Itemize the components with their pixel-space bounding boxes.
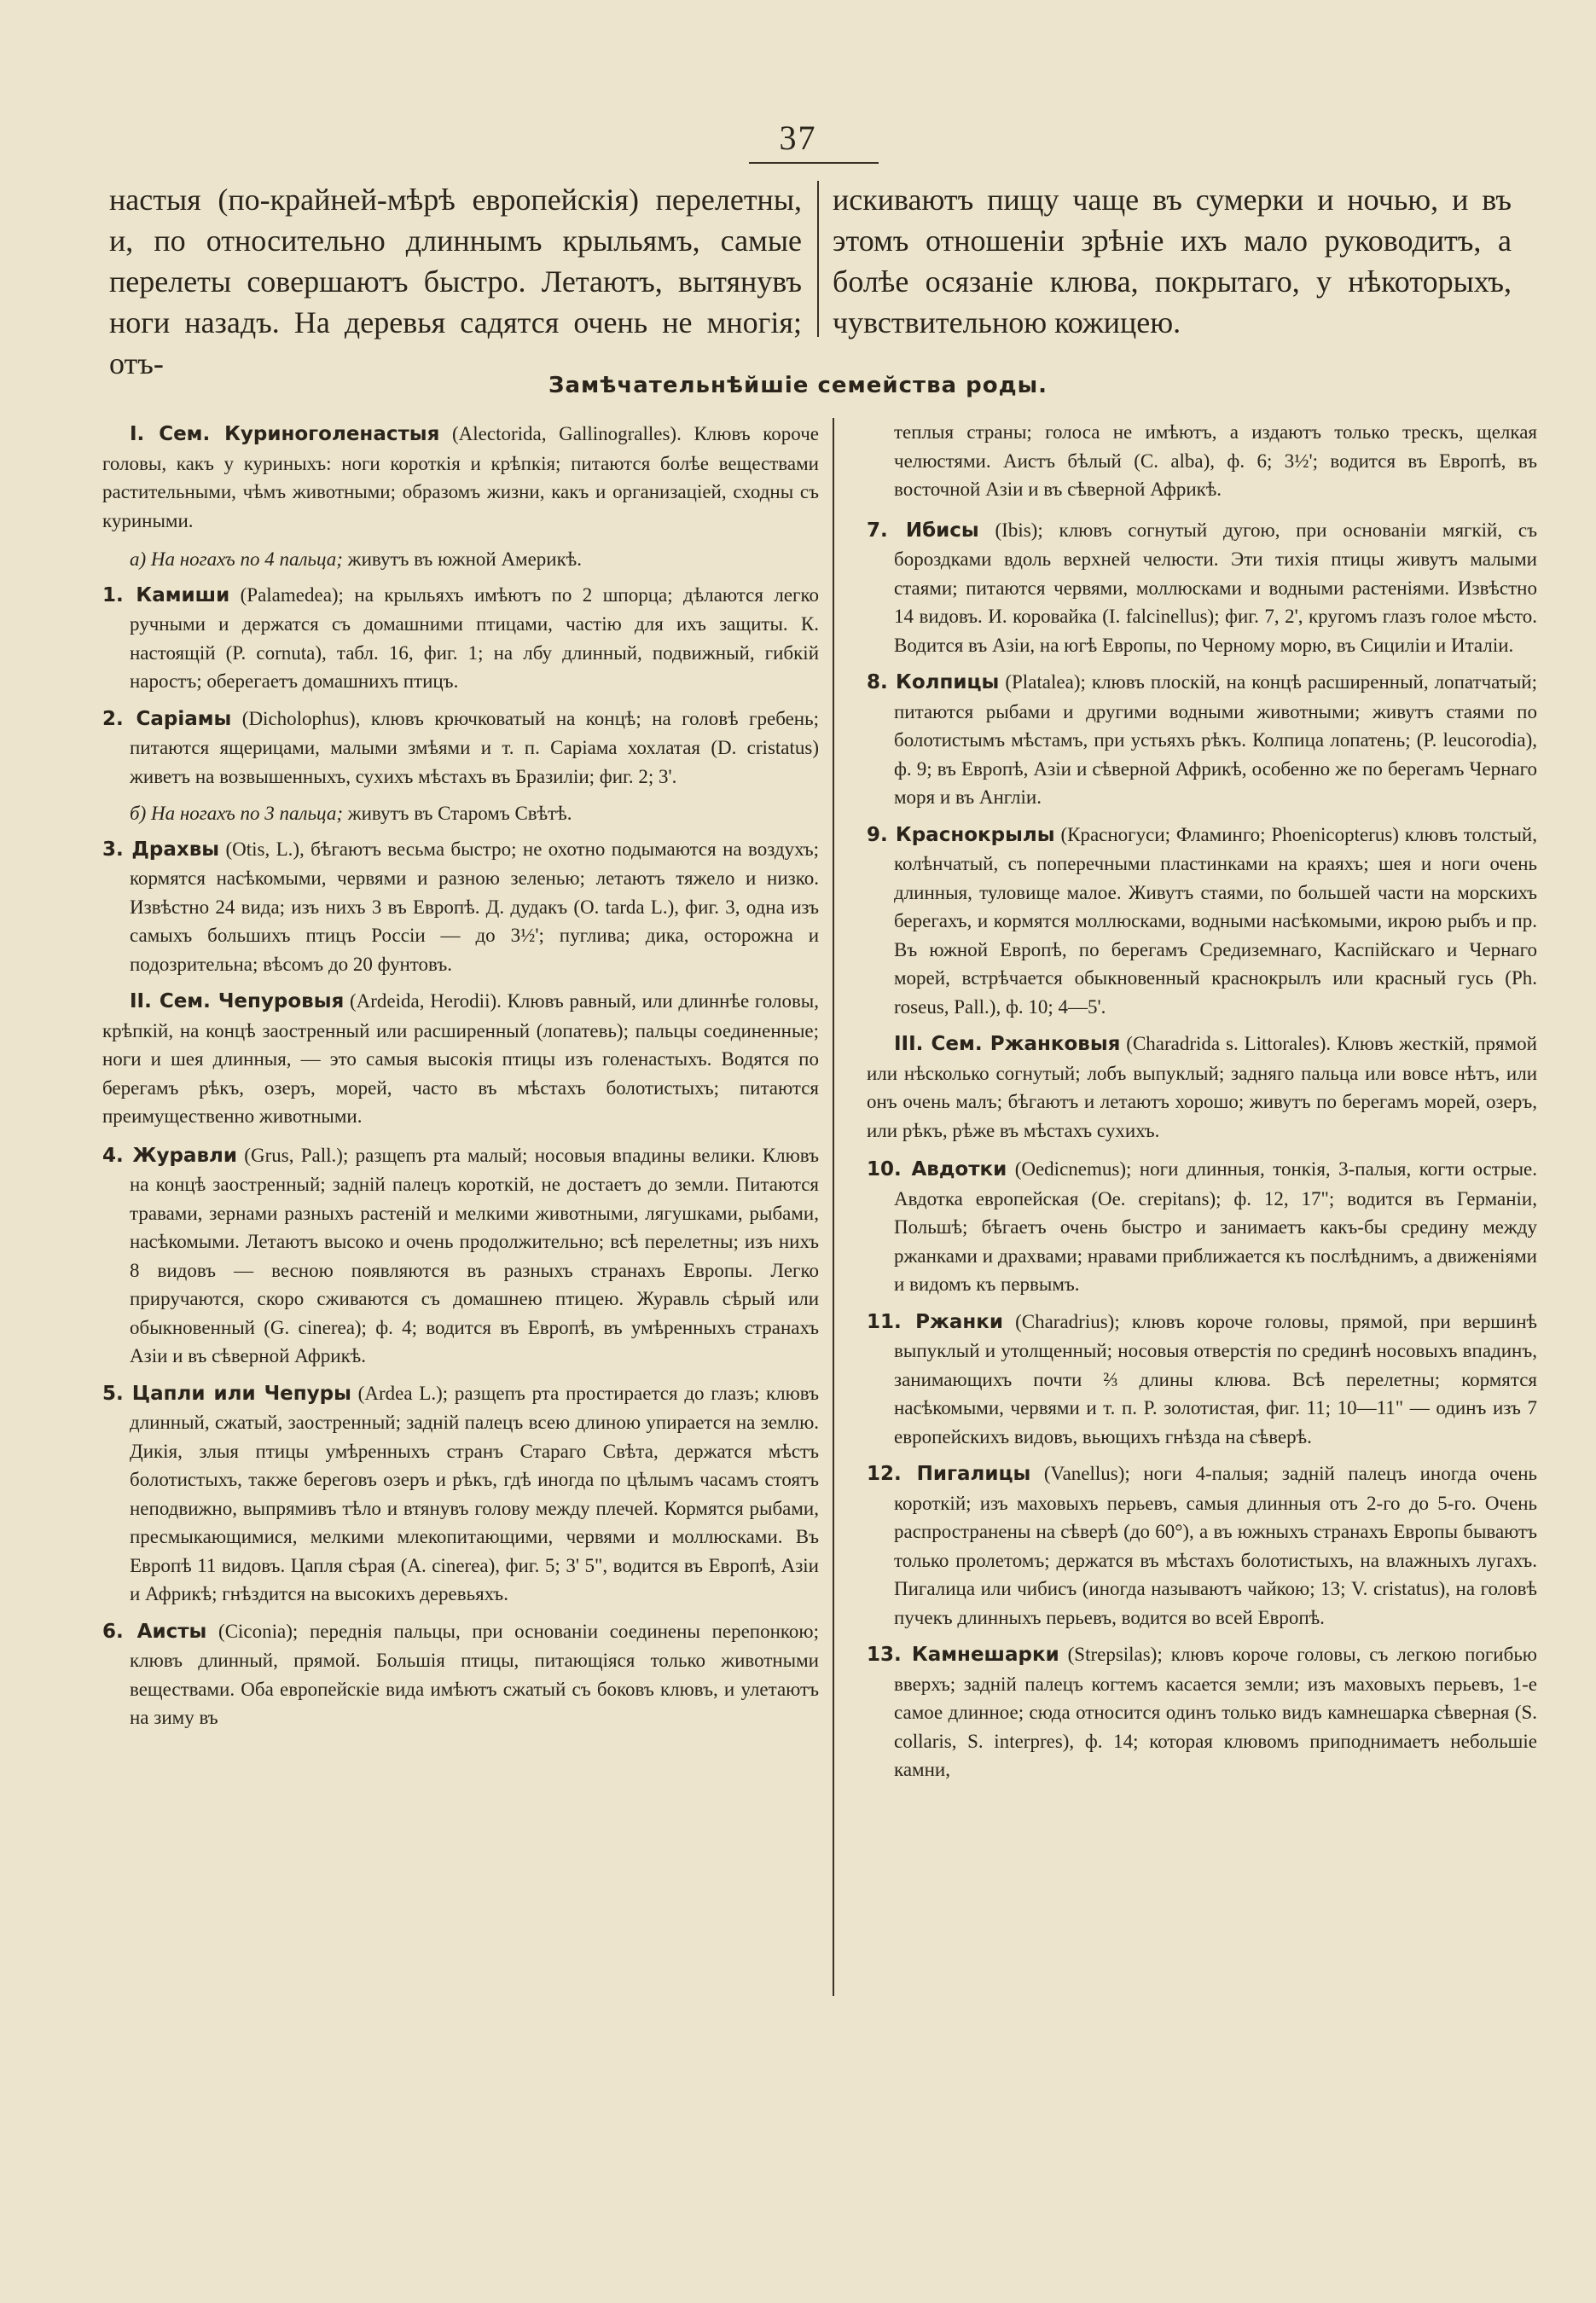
entry-text: живутъ въ южной Америкѣ. xyxy=(342,548,583,570)
entry-text: (Platalea); клювъ плоскій, на концѣ расширенный, лопатчатый; питаются рыбами и другими водными животными; живутъ стаями по болотистымъ мѣстамъ, при устьяхъ рѣкъ. Колпица лопатень; (P. leucorodia), ф. 9; въ Европѣ, Азіи и сѣверной Африкѣ, особенно же по берегамъ Чернаго моря и въ Англіи. xyxy=(894,671,1537,808)
entry-text: (Otis, L.), бѣгаютъ весьма быстро; не охотно подымаются на воздухъ; кормятся насѣкомыми, червями и разною зеленью; летаютъ тяжело и низко. Извѣстно 24 вида; изъ нихъ 3 въ Европѣ. Д. дудакъ (O. tarda L.), фиг. 3, одна изъ самыхъ большихъ птицъ Россіи — до 3½'; пуглива; дика, осторожна и подозрительна; вѣсомъ до 20 фунтовъ. xyxy=(130,838,819,975)
genus-entry xyxy=(102,1617,819,1732)
genus-entry xyxy=(102,581,819,696)
entry-text: (Ibis); клювъ согнутый дугою, при основаніи мягкій, съ бороздками вдоль верхней челюсти. Эти тихія птицы живутъ малыми стаями; питаются червями, моллюсками и водными растеніями. Извѣстно 14 видовъ. И. коровайка (I. falcinellus); фиг. 7, 2', кругомъ глазъ голое мѣсто. Водится въ Азіи, на югѣ Европы, по Черному морю, въ Сициліи и Италіи. xyxy=(894,519,1537,656)
family-paragraph xyxy=(102,420,819,535)
entry-text: живутъ въ Старомъ Свѣтѣ. xyxy=(342,803,572,824)
entry-heading: I. Сем. Куриноголенастыя xyxy=(130,423,440,445)
entry-text: (Dicholophus), клювъ крючковатый на концѣ; на головѣ гребень; питаются ящерицами, малыми змѣями и т. п. Саріама хохлатая (D. cristatus) живетъ на возвышенныхъ, сухихъ мѣстахъ въ Бразиліи; фиг. 2; 3'. xyxy=(130,707,819,787)
genus-entry xyxy=(867,1155,1537,1299)
top-column-divider xyxy=(817,181,819,337)
entry-text: (Charadrius); клювъ короче головы, прямой, при вершинѣ выпуклый и утолщенный; носовыя отверстія по срединѣ носовыхъ впадинъ, занимающихъ почти ⅔ длины клюва. Всѣ перелетны; кормятся насѣкомыми, червями и т. п. P. золотистая, фиг. 11; 10—11" — одинъ изъ 7 европейскихъ видовъ, вьющихъ гнѣзда на сѣверѣ. xyxy=(894,1310,1538,1447)
entry-heading: 1. Камиши xyxy=(102,583,230,606)
entry-text: (Alectorida, Gallinogralles). Клювъ короче головы, какъ у куриныхъ: ноги короткія и крѣпкія; питаются болѣе веществами растительными, чѣмъ животными; образомъ жизни, какъ и организаціей, сходны съ куриными. xyxy=(102,423,819,531)
section-title: Замѣчательнѣйшіе семейства роды. xyxy=(548,373,1048,398)
continued-paragraph xyxy=(867,418,1537,504)
subgroup-label: а) На ногахъ по 4 пальца; xyxy=(130,548,343,570)
genus-entry xyxy=(867,1459,1537,1632)
column-divider xyxy=(833,418,834,1996)
entry-heading: III. Сем. Ржанковыя xyxy=(894,1033,1121,1055)
entry-heading: 7. Ибисы xyxy=(867,519,979,542)
entry-heading: 13. Камнешарки xyxy=(867,1644,1059,1666)
entry-text: (Palamedea); на крыльяхъ имѣютъ по 2 шпорца; дѣлаются легко ручными и держатся съ домашними птицами, частію для ихъ защиты. К. настоящій (P. cornuta), табл. 16, фиг. 1; на лбу длинный, подвижный, гибкій наростъ; оберегаетъ домашнихъ птицъ. xyxy=(130,583,819,692)
entry-text: (Grus, Pall.); разщепъ рта малый; носовыя впадины велики. Клювъ на концѣ заостренный; задній палецъ короткій, не достаетъ до земли. Питаются травами, зернами разныхъ растеній и мелкими животными, лягушками, рыбами, насѣкомыми. Летаютъ высоко и очень продолжительно; всѣ перелетны; изъ нихъ 8 видовъ — весною появляются въ разныхъ странахъ Европы. Легко приручаются, скоро сживаются съ домашнею птицею. Журавль сѣрый или обыкновенный (G. cinerea); ф. 4; водится въ Европѣ, въ умѣренныхъ странахъ Азіи и въ сѣверной Африкѣ. xyxy=(130,1144,819,1366)
subgroup-label: б) На ногахъ по 3 пальца; xyxy=(130,803,343,824)
entry-heading: 3. Драхвы xyxy=(102,838,220,861)
entry-text: (Vanellus); ноги 4-палыя; задній палецъ иногда очень короткій; изъ маховыхъ перьевъ, самыя длинныя отъ 2-го до 5-го. Очень распространены на сѣверѣ (до 60°), а въ южныхъ странахъ Европы бываютъ только пролетомъ; держатся въ мѣстахъ болотистыхъ, на влажныхъ лугахъ. Пигалица или чибисъ (иногда называютъ чайкою; 13; V. cristatus), на головѣ пучекъ длинныхъ перьевъ, водится во всей Европѣ. xyxy=(894,1463,1537,1628)
subgroup-paragraph xyxy=(102,799,819,828)
entry-text: (Красногуси; Фламинго; Phoenicopterus) клювъ толстый, колѣнчатый, съ поперечными пластинками на краяхъ; шея и ноги очень длинныя, туловище малое. Живутъ стаями, по большей части на морскихъ берегахъ, и кормятся моллюсками, водными насѣкомыми, икрою рыбъ и пр. Въ южной Европѣ, по берегамъ Средиземнаго, Каспійскаго и Чернаго морей, встрѣчается обыкновенный краснокрылъ или красный гусь (Ph. roseus, Pall.), ф. 10; 4—5'. xyxy=(894,823,1537,1018)
page-number: 37 xyxy=(779,119,817,157)
entry-heading: 11. Ржанки xyxy=(867,1310,1003,1333)
entry-heading: 8. Колпицы xyxy=(867,671,1000,693)
genus-entry xyxy=(102,705,819,792)
top-paragraph-right: искиваютъ пищу чаще въ сумерки и ночью, и въ этомъ отношеніи зрѣніе ихъ мало руководитъ, а болѣе осязаніе клюва, покрытаго, у нѣкоторыхъ, чувствительною кожицею. xyxy=(833,183,1512,339)
entry-heading: 2. Саріамы xyxy=(102,707,232,730)
entry-heading: 5. Цапли или Чепуры xyxy=(102,1382,351,1405)
top-paragraph-left: настыя (по-крайней-мѣрѣ европейскія) перелетны, и, по относительно длиннымъ крыльямъ, самые перелеты совершаютъ быстро. Летаютъ, вытянувъ ноги назадъ. На деревья садятся очень не многія; отъ- xyxy=(109,183,802,380)
genus-entry xyxy=(867,1640,1537,1784)
entry-text: (Oedicnemus); ноги длинныя, тонкія, 3-палыя, когти острые. Авдотка европейская (Oe. crepitans); ф. 12, 17"; водится въ Германіи, Польшѣ; бѣгаетъ очень быстро и занимаетъ какъ-бы средину между ржанками и драхвами; нравами приближается къ послѣднимъ, а движеніями и видомъ къ первымъ. xyxy=(894,1158,1537,1295)
right-column xyxy=(867,418,1537,1793)
family-paragraph xyxy=(102,987,819,1131)
entry-heading: 10. Авдотки xyxy=(867,1158,1007,1181)
entry-text: (Ardea L.); разщепъ рта простирается до глазъ; клювъ длинный, сжатый, заостренный; задній палецъ всею длиною упирается на землю. Дикія, злыя птицы умѣренныхъ странъ Стараго Свѣта, держатся мѣстъ болотистыхъ, также береговъ озеръ и рѣкъ, гдѣ иногда по цѣлымъ часамъ стоятъ неподвижно, выпрямивъ тѣло и втянувъ голову между плечей. Кормятся рыбами, пресмыкающимися, мелкими млекопитающими, червями и моллюсками. Въ Европѣ 11 видовъ. Цапля сѣрая (A. cinerea), фиг. 5; 3' 5", водится въ Европѣ, Азіи и Африкѣ; гнѣздится на высокихъ деревьяхъ. xyxy=(130,1382,819,1604)
genus-entry xyxy=(867,821,1537,1022)
genus-entry xyxy=(867,516,1537,660)
genus-entry xyxy=(867,668,1537,812)
entry-text: (Strepsilas); клювъ короче головы, съ легкою погибью вверхъ; задній палецъ когтемъ касается земли; изъ маховыхъ перьевъ, 1-е самое длинное; сюда относится одинъ только видъ камнешарка сѣверная (S. collaris, S. interpres), ф. 14; которая клювомъ приподнимаетъ небольшіе камни, xyxy=(894,1644,1537,1780)
entry-text: теплыя страны; голоса не имѣютъ, а издаютъ только трескъ, щелкая челюстями. Аистъ бѣлый (C. alba), ф. 6; 3½'; водится въ Европѣ, въ восточной Азіи и въ сѣверной Африкѣ. xyxy=(894,421,1537,500)
genus-entry xyxy=(102,1141,819,1371)
entry-text: (Charadrida s. Littorales). Клювъ жесткій, прямой или нѣсколько согнутый; лобъ выпуклый; задняго пальца или вовсе нѣтъ, или онъ очень малъ; бѣгаютъ и летаютъ хорошо; живутъ по берегамъ морей, озеръ, или рѣкъ, рѣже въ мѣстахъ сухихъ. xyxy=(867,1033,1537,1141)
entry-heading: 9. Краснокрылы xyxy=(867,823,1055,846)
subgroup-paragraph xyxy=(102,545,819,574)
entry-heading: 12. Пигалицы xyxy=(867,1463,1031,1485)
genus-entry xyxy=(102,835,819,979)
left-column xyxy=(102,420,819,1741)
family-paragraph xyxy=(867,1030,1537,1145)
genus-entry xyxy=(102,1379,819,1609)
entry-text: (Ardeida, Herodii). Клювъ равный, или длиннѣе головы, крѣпкій, на концѣ заостренный или расширенный (лопатевь); пальцы соединенные; ноги и шея длинныя, — это самыя высокія птицы изъ голенастыхъ. Водятся по берегамъ рѣкъ, озеръ, морей, часто въ мѣстахъ болотистыхъ; питаются преимущественно животными. xyxy=(102,990,820,1127)
entry-text: (Ciconia); переднія пальцы, при основаніи соединены перепонкою; клювъ длинный, прямой. Большія птицы, питающіяся только животными веществами. Оба европейскіе вида имѣютъ сжатый съ боковъ клювъ, и улетаютъ на зиму въ xyxy=(130,1620,819,1728)
entry-heading: 6. Аисты xyxy=(102,1620,207,1643)
page-number-rule xyxy=(749,162,879,164)
entry-heading: II. Сем. Чепуровыя xyxy=(130,990,345,1012)
genus-entry xyxy=(867,1308,1537,1452)
entry-heading: 4. Журавли xyxy=(102,1144,237,1167)
